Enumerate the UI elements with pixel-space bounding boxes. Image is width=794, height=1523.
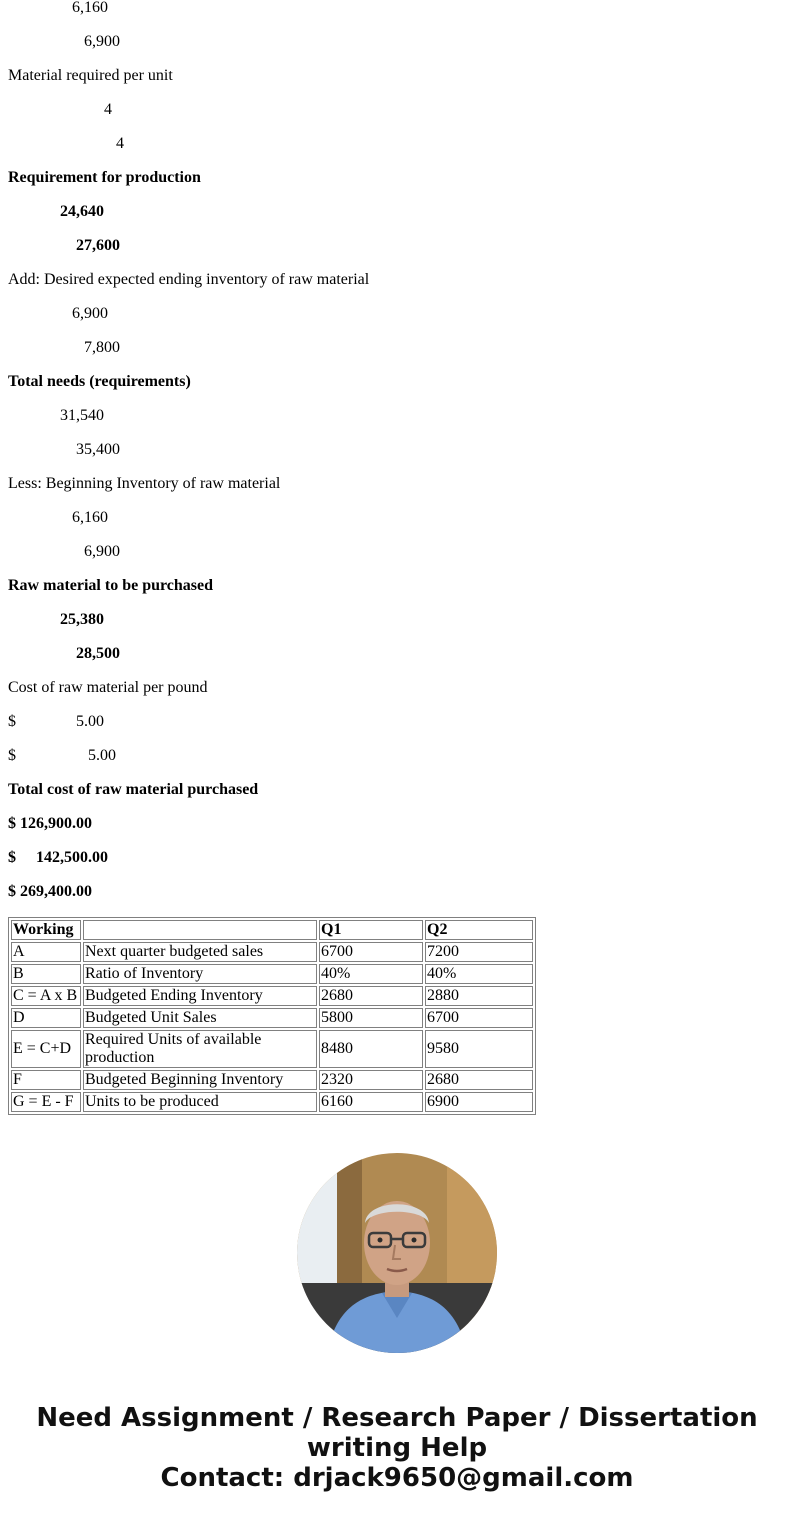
q1-cost-currency: $ bbox=[8, 713, 16, 730]
table-cell: Budgeted Ending Inventory bbox=[83, 986, 317, 1006]
table-cell: 6160 bbox=[319, 1092, 423, 1112]
q2-total-cost-currency: $ bbox=[8, 849, 16, 866]
table-cell: 40% bbox=[425, 964, 533, 984]
portrait-icon bbox=[297, 1153, 497, 1353]
contact-banner bbox=[0, 1403, 794, 1493]
table-cell: F bbox=[11, 1070, 81, 1090]
table-row bbox=[11, 964, 533, 984]
q2-cost-per-pound: 5.00 bbox=[88, 747, 116, 764]
table-cell: B bbox=[11, 964, 81, 984]
table-cell: Budgeted Unit Sales bbox=[83, 1008, 317, 1028]
table-cell: 6900 bbox=[425, 1092, 533, 1112]
grand-total-cost: $ 269,400.00 bbox=[8, 883, 92, 900]
q2-total-cost: 142,500.00 bbox=[36, 849, 108, 866]
table-cell: 9580 bbox=[425, 1030, 533, 1068]
q2-ending-inventory: 7,800 bbox=[84, 339, 120, 356]
q1-total-needs: 31,540 bbox=[60, 407, 104, 424]
working-table bbox=[8, 917, 536, 1115]
q1-requirement-production: 24,640 bbox=[60, 203, 104, 220]
table-header-cell bbox=[83, 920, 317, 940]
requirement-production-label: Requirement for production bbox=[8, 169, 201, 186]
table-header-cell: Working bbox=[11, 920, 81, 940]
table-cell: 7200 bbox=[425, 942, 533, 962]
cta-line-2: writing Help bbox=[306, 1433, 488, 1463]
table-header-cell: Q2 bbox=[425, 920, 533, 940]
table-row bbox=[11, 986, 533, 1006]
table-row bbox=[11, 1030, 533, 1068]
table-cell: 2320 bbox=[319, 1070, 423, 1090]
q1-to-be-purchased: 25,380 bbox=[60, 611, 104, 628]
total-cost-label: Total cost of raw material purchased bbox=[8, 781, 259, 798]
table-cell: C = A x B bbox=[11, 986, 81, 1006]
total-needs-label: Total needs (requirements) bbox=[8, 373, 191, 390]
q2-cost-currency: $ bbox=[8, 747, 16, 764]
table-cell: Next quarter budgeted sales bbox=[83, 942, 317, 962]
q2-to-be-purchased: 28,500 bbox=[76, 645, 120, 662]
q1-ending-inventory: 6,900 bbox=[72, 305, 108, 322]
table-cell: G = E - F bbox=[11, 1092, 81, 1112]
cost-per-pound-label: Cost of raw material per pound bbox=[8, 679, 208, 696]
table-cell: 6700 bbox=[425, 1008, 533, 1028]
q2-beginning-inventory: 6,900 bbox=[84, 543, 120, 560]
to-be-purchased-label: Raw material to be purchased bbox=[8, 577, 214, 594]
table-cell: E = C+D bbox=[11, 1030, 81, 1068]
beginning-inventory-label: Less: Beginning Inventory of raw material bbox=[8, 475, 281, 492]
table-row bbox=[11, 1092, 533, 1112]
table-cell: Required Units of available production bbox=[83, 1030, 317, 1068]
q2-material-per-unit: 4 bbox=[116, 135, 124, 152]
q2-requirement-production: 27,600 bbox=[76, 237, 120, 254]
table-header-cell: Q1 bbox=[319, 920, 423, 940]
cta-line-1: Need Assignment / Research Paper / Dissertation bbox=[36, 1403, 758, 1433]
q2-units-to-produce: 6,900 bbox=[84, 33, 120, 50]
table-cell: D bbox=[11, 1008, 81, 1028]
q1-beginning-inventory: 6,160 bbox=[72, 509, 108, 526]
material-per-unit-label: Material required per unit bbox=[8, 67, 173, 84]
q1-units-to-produce: 6,160 bbox=[72, 0, 108, 16]
cta-contact-email[interactable]: Contact: drjack9650@gmail.com bbox=[160, 1463, 634, 1493]
ending-inventory-label: Add: Desired expected ending inventory of raw material bbox=[8, 271, 370, 288]
q2-total-needs: 35,400 bbox=[76, 441, 120, 458]
table-row bbox=[11, 1070, 533, 1090]
table-cell: 2880 bbox=[425, 986, 533, 1006]
table-cell: 5800 bbox=[319, 1008, 423, 1028]
q1-cost-per-pound: 5.00 bbox=[76, 713, 104, 730]
table-row bbox=[11, 942, 533, 962]
table-cell: Ratio of Inventory bbox=[83, 964, 317, 984]
table-cell: 8480 bbox=[319, 1030, 423, 1068]
q1-material-per-unit: 4 bbox=[104, 101, 112, 118]
table-cell: 2680 bbox=[425, 1070, 533, 1090]
table-cell: 6700 bbox=[319, 942, 423, 962]
table-cell: A bbox=[11, 942, 81, 962]
table-cell: 2680 bbox=[319, 986, 423, 1006]
table-row bbox=[11, 1008, 533, 1028]
q1-total-cost: $ 126,900.00 bbox=[8, 815, 92, 832]
table-cell: Budgeted Beginning Inventory bbox=[83, 1070, 317, 1090]
table-cell: 40% bbox=[319, 964, 423, 984]
table-cell: Units to be produced bbox=[83, 1092, 317, 1112]
table-header-row bbox=[11, 920, 533, 940]
avatar bbox=[297, 1153, 497, 1353]
